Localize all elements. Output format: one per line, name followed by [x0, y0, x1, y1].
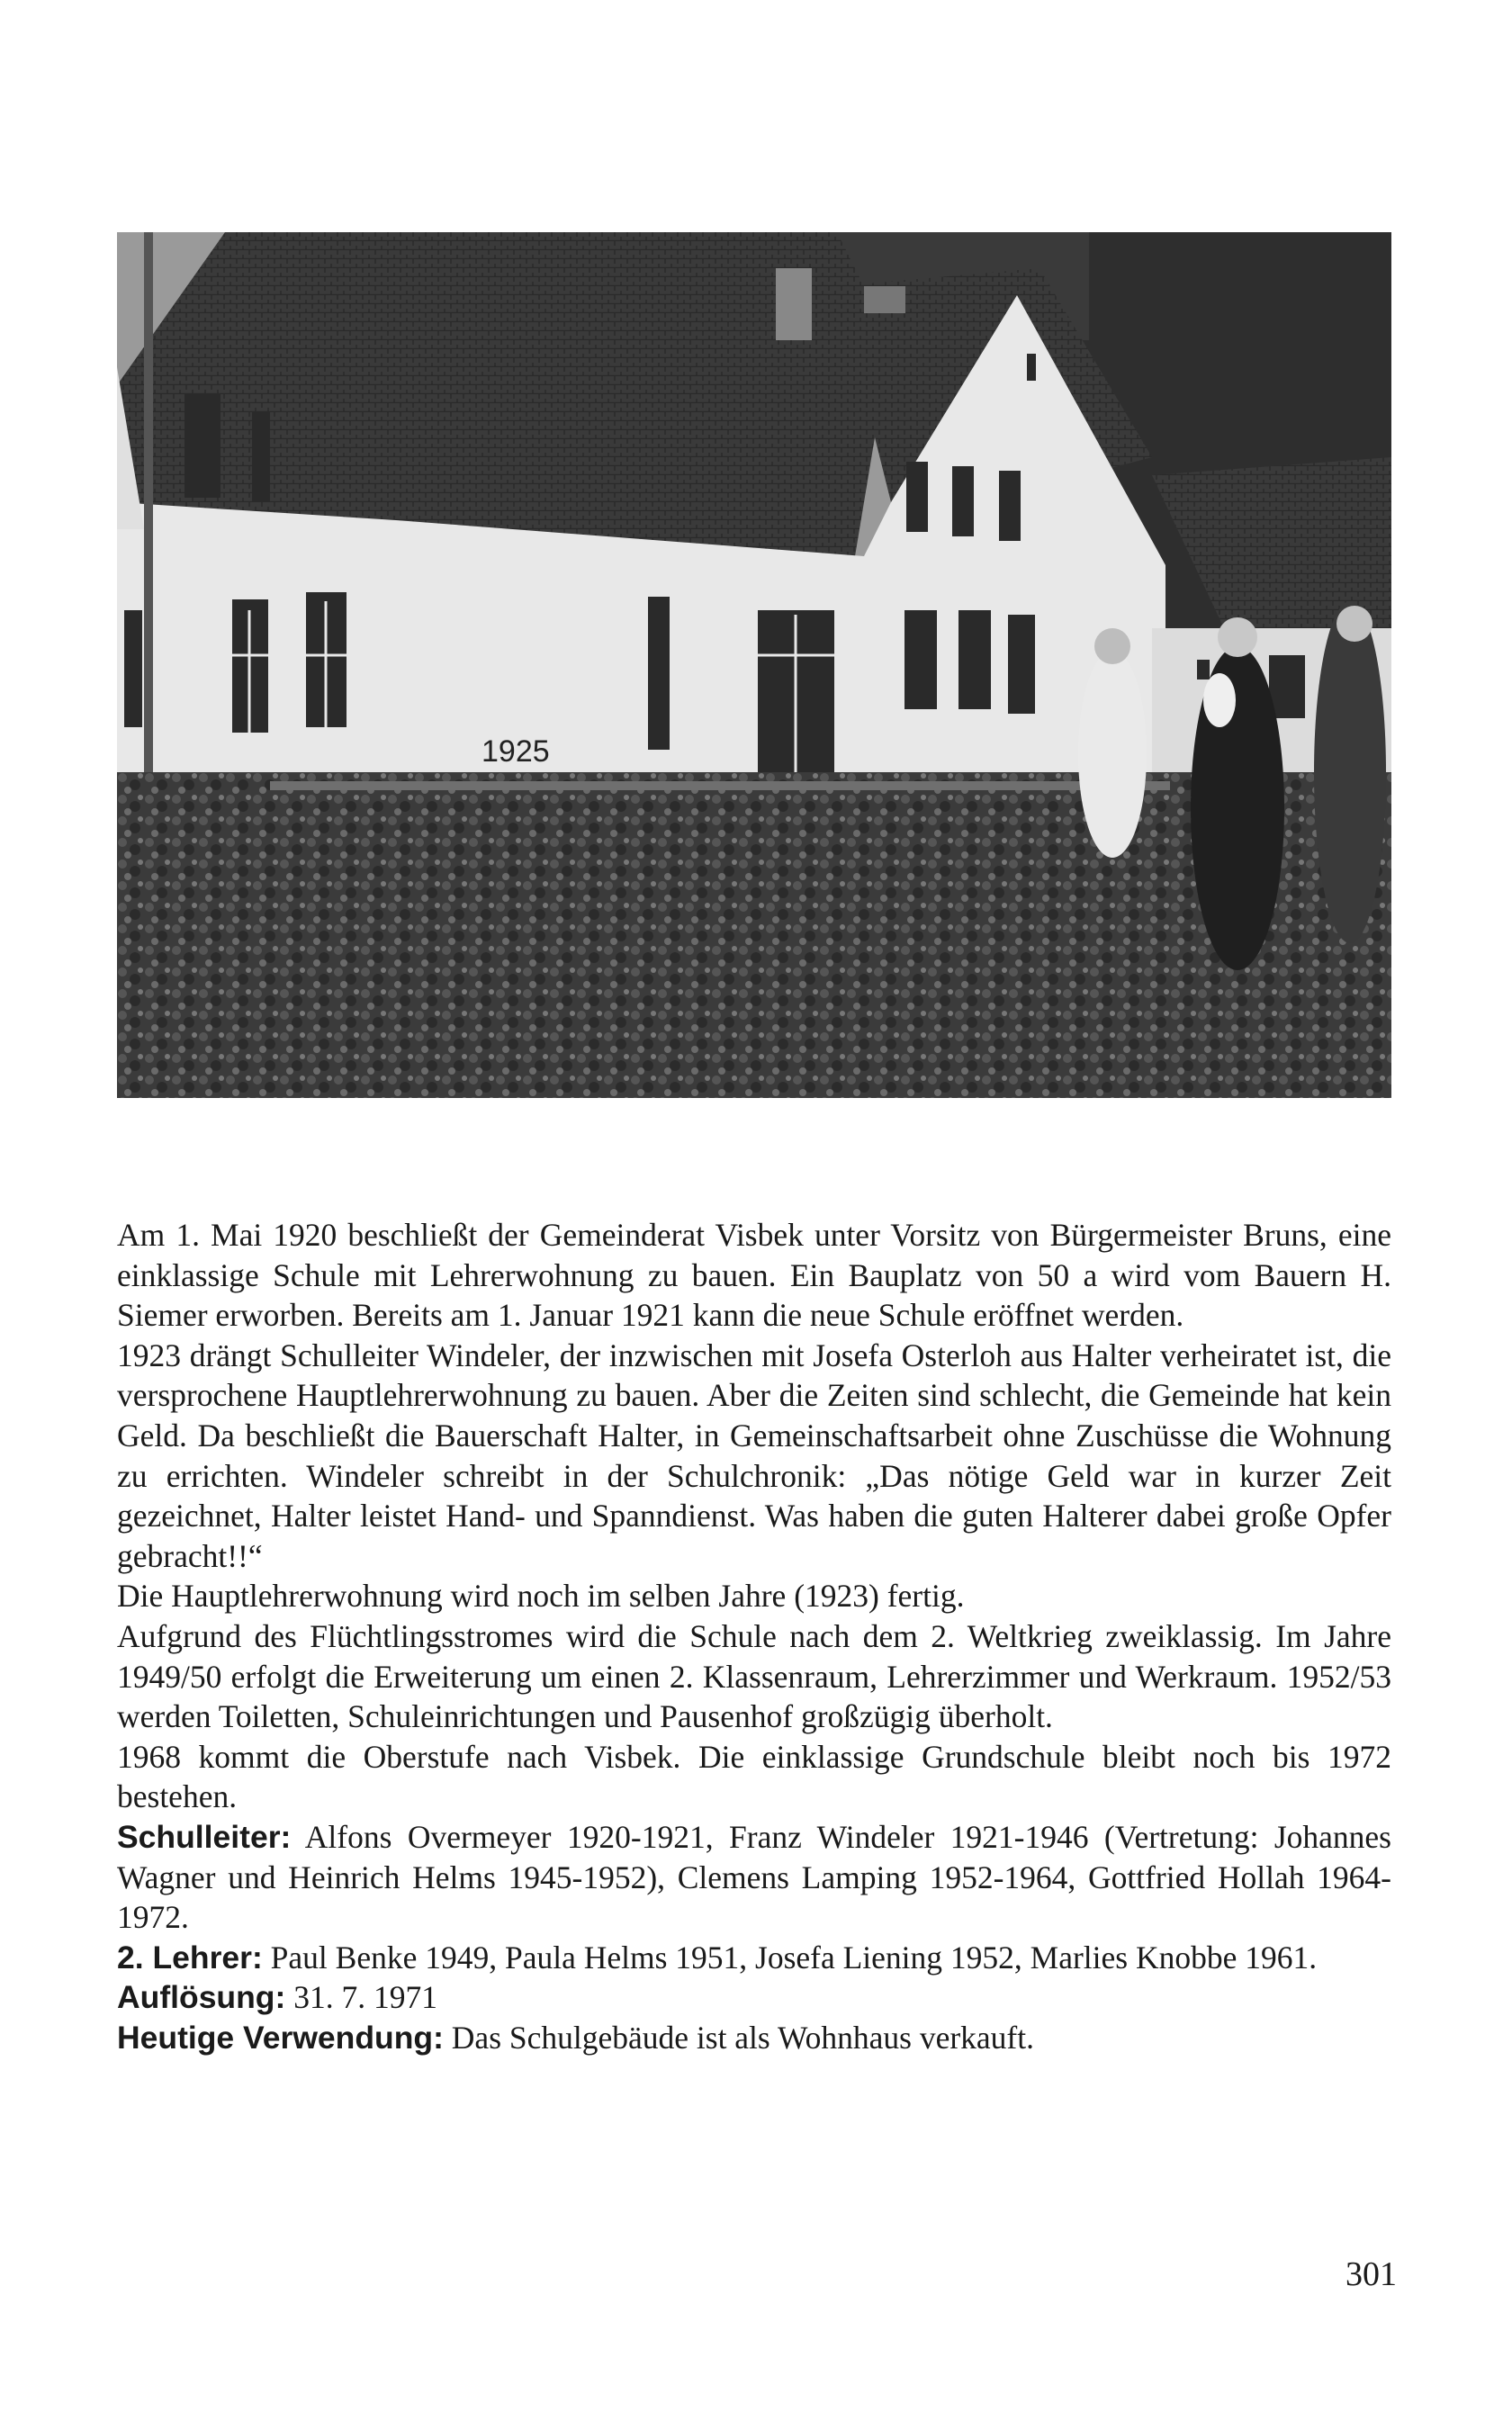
school-photo: [117, 232, 1391, 1098]
fact-principals: Schulleiter: Alfons Overmeyer 1920-1921, Franz Windeler 1921-1946 (Vertretung: Johannes Wagner und Heinrich Helms 1945-1952), Clemens Lamping 1952-1964, Gottfried Hollah 1964-1972.: [117, 1818, 1391, 1936]
page-number: 301: [1346, 2255, 1397, 2293]
fact-second-teachers: 2. Lehrer: Paul Benke 1949, Paula Helms 1951, Josefa Liening 1952, Marlies Knobbe 1961.: [117, 1939, 1318, 1976]
paragraph-founding: Am 1. Mai 1920 beschließt der Gemeinderat Visbek unter Vorsitz von Bürgermeister Bruns, eine einklassige Schule mit Lehrerwohnung zu bauen. Ein Bauplatz von 50 a wird vom Bauern H. Siemer erworben. Bereits am 1. Januar 1921 kann die neue Schule eröffnet werden.: [117, 1217, 1391, 1334]
paragraph-closure: 1968 kommt die Oberstufe nach Visbek. Die einklassige Grundschule bleibt noch bis 1972 bestehen.: [117, 1738, 1391, 1815]
paragraph-expansion: Aufgrund des Flüchtlingsstromes wird die Schule nach dem 2. Weltkrieg zweiklassig. Im Jahre 1949/50 erfolgt die Erweiterung um einen 2. Klassenraum, Lehrerzimmer und Werkraum. 1952/53 werden Toiletten, Schuleinrichtungen und Pausenhof großzügig überholt.: [117, 1617, 1391, 1735]
paragraph-teacher-residence: 1923 drängt Schulleiter Windeler, der inzwischen mit Josefa Osterloh aus Halter verheiratet ist, die versprochene Hauptlehrerwohnung zu bauen. Aber die Zeiten sind schlecht, die Gemeinde hat kein Geld. Da beschließt die Bauerschaft Halter, in Gemeinschaftsarbeit ohne Zuschüsse die Wohnung zu errichten. Windeler schreibt in der Schulchronik: „Das nötige Geld war in kurzer Zeit gezeichnet, Halter leistet Hand- und Spanndienst. Was haben die guten Halterer dabei große Opfer gebracht!!“: [117, 1336, 1391, 1574]
school-building-illustration: [117, 232, 1391, 1098]
fact-current-use: Heutige Verwendung: Das Schulgebäude ist als Wohnhaus verkauft.: [117, 2019, 1034, 2056]
paragraph-completion: Die Hauptlehrerwohnung wird noch im selben Jahre (1923) fertig.: [117, 1578, 965, 1615]
article-text: [117, 1215, 1391, 2057]
fact-dissolution: Auflösung: 31. 7. 1971: [117, 1979, 437, 2016]
photo-year-inscription: 1925: [482, 734, 550, 769]
